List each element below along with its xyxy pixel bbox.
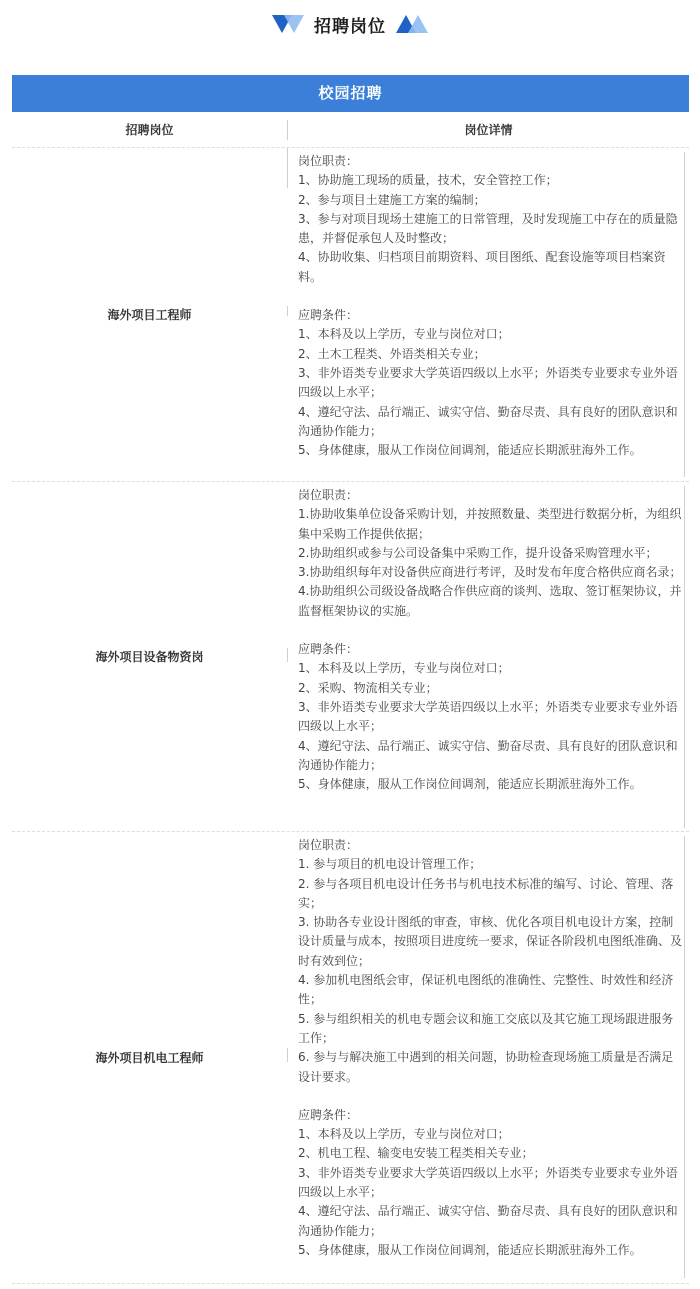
job-title: 海外项目工程师: [107, 307, 192, 322]
duty-item: 6. 参与与解决施工中遇到的相关问题，协助检查现场施工质量是否满足设计要求。: [298, 1050, 674, 1084]
requirements-label: 应聘条件：: [298, 642, 359, 657]
job-row: [12, 482, 689, 830]
column-header-position: 招聘岗位: [125, 123, 174, 137]
section-heading: [0, 12, 700, 36]
requirement-item: 1、本科及以上学历，专业与岗位对口；: [298, 661, 510, 676]
requirement-item: 1、本科及以上学历，专业与岗位对口；: [298, 327, 510, 342]
requirement-item: 5、身体健康，服从工作岗位间调剂，能适应长期派驻海外工作。: [298, 443, 642, 458]
column-divider: [287, 648, 288, 662]
duty-item: 4、协助收集、归档项目前期资料、项目图纸、配套设施等项目档案资料。: [298, 250, 666, 284]
duty-item: 4.协助组织公司级设备战略合作供应商的谈判、选取、签订框架协议，并监督框架协议的实施。: [298, 584, 682, 618]
requirement-item: 4、遵纪守法、品行端正、诚实守信、勤奋尽责、具有良好的团队意识和沟通协作能力；: [298, 404, 678, 438]
campus-recruit-banner: 校园招聘: [12, 75, 689, 112]
requirement-item: 2、采购、物流相关专业；: [298, 680, 438, 695]
requirements-label: 应聘条件：: [298, 1107, 359, 1122]
requirements-label: 应聘条件：: [298, 308, 359, 323]
duties-label: 岗位职责：: [298, 154, 359, 168]
section-title: 招聘岗位: [314, 16, 386, 37]
row-divider: [12, 1283, 689, 1284]
column-divider: [287, 148, 288, 188]
duty-item: 1.协助收集单位设备采购计划，并按照数量、类型进行数据分析，为组织集中采购工作提供依据；: [298, 507, 682, 541]
requirement-item: 2、土木工程类、外语类相关专业；: [298, 346, 486, 361]
requirement-item: 3、非外语类专业要求大学英语四级以上水平；外语类专业要求专业外语四级以上水平；: [298, 1165, 678, 1200]
column-divider: [287, 1048, 288, 1062]
duty-item: 1. 参与项目的机电设计管理工作；: [298, 857, 482, 872]
duties-label: 岗位职责：: [298, 838, 359, 852]
right-triangle-icon: [396, 15, 428, 33]
duty-item: 1、协助施工现场的质量，技术，安全管控工作；: [298, 173, 558, 188]
table-header: [12, 112, 689, 148]
duty-item: 5. 参与组织相关的机电专题会议和施工交底以及其它施工现场跟进服务工作；: [298, 1011, 674, 1045]
duty-item: 4. 参加机电图纸会审，保证机电图纸的准确性、完整性、时效性和经济性；: [298, 973, 674, 1007]
job-details: [298, 486, 685, 794]
duties-label: 岗位职责：: [298, 488, 359, 502]
duty-item: 2. 参与各项目机电设计任务书与机电技术标准的编写、讨论、管理、落实；: [298, 876, 674, 910]
column-header-details: 岗位详情: [464, 123, 513, 137]
column-divider: [287, 306, 288, 316]
requirement-item: 4、遵纪守法、品行端正、诚实守信、勤奋尽责、具有良好的团队意识和沟通协作能力；: [298, 1204, 678, 1238]
requirement-item: 3、非外语类专业要求大学英语四级以上水平；外语类专业要求专业外语四级以上水平；: [298, 365, 678, 400]
requirement-item: 3、非外语类专业要求大学英语四级以上水平；外语类专业要求专业外语四级以上水平；: [298, 699, 678, 734]
duty-item: 2、参与项目土建施工方案的编制；: [298, 192, 486, 207]
duty-item: 3. 协助各专业设计图纸的审查，审核、优化各项目机电设计方案，控制设计质量与成本，按照项目进度统一要求，保证各阶段机电图纸准确、及时有效到位；: [298, 915, 683, 968]
duty-item: 3、参与对项目现场土建施工的日常管理，及时发现施工中存在的质量隐患，并督促承包人及时整改；: [298, 211, 678, 246]
requirement-item: 2、机电工程、输变电安装工程类相关专业；: [298, 1146, 534, 1161]
duty-item: 3.协助组织每年对设备供应商进行考评，及时发布年度合格供应商名录；: [298, 565, 682, 580]
job-row: [12, 832, 689, 1282]
job-row: [12, 148, 689, 480]
requirement-item: 5、身体健康，服从工作岗位间调剂，能适应长期派驻海外工作。: [298, 777, 642, 792]
left-triangle-icon: [272, 15, 304, 33]
requirement-item: 1、本科及以上学历，专业与岗位对口；: [298, 1127, 510, 1142]
duty-item: 2.协助组织或参与公司设备集中采购工作，提升设备采购管理水平；: [298, 545, 658, 560]
job-details: [298, 836, 685, 1260]
job-title: 海外项目机电工程师: [95, 1050, 204, 1065]
requirement-item: 5、身体健康，服从工作岗位间调剂，能适应长期派驻海外工作。: [298, 1242, 642, 1257]
requirement-item: 4、遵纪守法、品行端正、诚实守信、勤奋尽责、具有良好的团队意识和沟通协作能力；: [298, 738, 678, 772]
job-title: 海外项目设备物资岗: [95, 649, 204, 664]
job-details: [298, 152, 685, 460]
